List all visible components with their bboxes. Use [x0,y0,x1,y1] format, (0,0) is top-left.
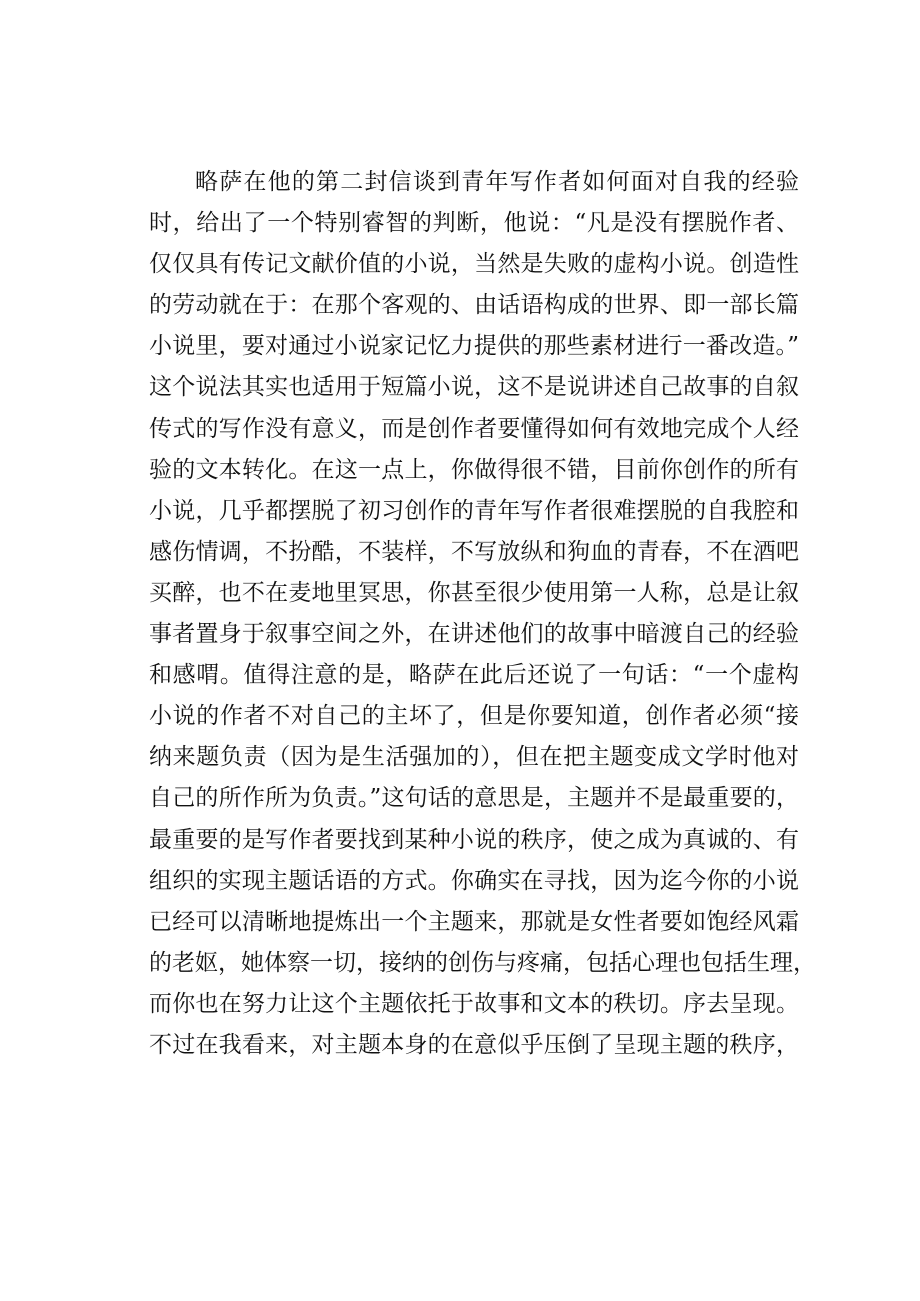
text-line: 的老妪，她体察一切，接纳的创伤与疼痛，包括心理也包括生理， [149,949,816,976]
body-paragraph [149,162,816,1066]
text-line: 而你也在努力让这个主题依托于故事和文本的秩切。序去呈现。 [149,990,799,1017]
text-line: 时，给出了一个特别睿智的判断，他说：“凡是没有摆脱作者、 [149,210,799,237]
text-line: 这个说法其实也适用于短篇小说，这不是说讲述自己故事的自叙 [149,374,799,401]
text-line: 仅仅具有传记文献价值的小说，当然是失败的虚构小说。创造性 [149,251,799,278]
text-line: 的劳动就在于：在那个客观的、由话语构成的世界、即一部长篇 [149,292,799,319]
text-line: 不过在我看来，对主题本身的在意似乎压倒了呈现主题的秩序， [149,1031,799,1058]
text-line: 最重要的是写作者要找到某种小说的秩序，使之成为真诚的、有 [149,826,799,853]
text-line: 感伤情调，不扮酷，不装样，不写放纵和狗血的青春，不在酒吧 [149,538,799,565]
text-line: 小说的作者不对自己的主坏了，但是你要知道，创作者必须“接 [149,703,799,730]
text-line: 组织的实现主题话语的方式。你确实在寻找，因为迄今你的小说 [149,867,799,894]
text-line: 事者置身于叙事空间之外，在讲述他们的故事中暗渡自己的经验 [149,621,799,648]
text-line: 和感喟。值得注意的是，略萨在此后还说了一句话：“一个虚构 [149,662,799,689]
text-line: 验的文本转化。在这一点上，你做得很不错，目前你创作的所有 [149,456,799,483]
text-line: 小说里，要对通过小说家记忆力提供的那些素材进行一番改造。” [149,333,799,360]
text-line: 略萨在他的第二封信谈到青年写作者如何面对自我的经验 [195,169,799,195]
text-line: 已经可以清晰地提炼出一个主题来，那就是女性者要如饱经风霜 [149,908,799,935]
text-line: 小说，几乎都摆脱了初习创作的青年写作者很难摆脱的自我腔和 [149,497,799,524]
text-line: 买醉，也不在麦地里冥思，你甚至很少使用第一人称，总是让叙 [149,579,799,606]
text-line: 纳来题负责（因为是生活强加的），但在把主题变成文学时他对 [149,744,799,771]
text-line: 传式的写作没有意义，而是创作者要懂得如何有效地完成个人经 [149,415,799,442]
text-line: 自己的所作所为负责。”这句话的意思是，主题并不是最重要的， [149,785,799,812]
